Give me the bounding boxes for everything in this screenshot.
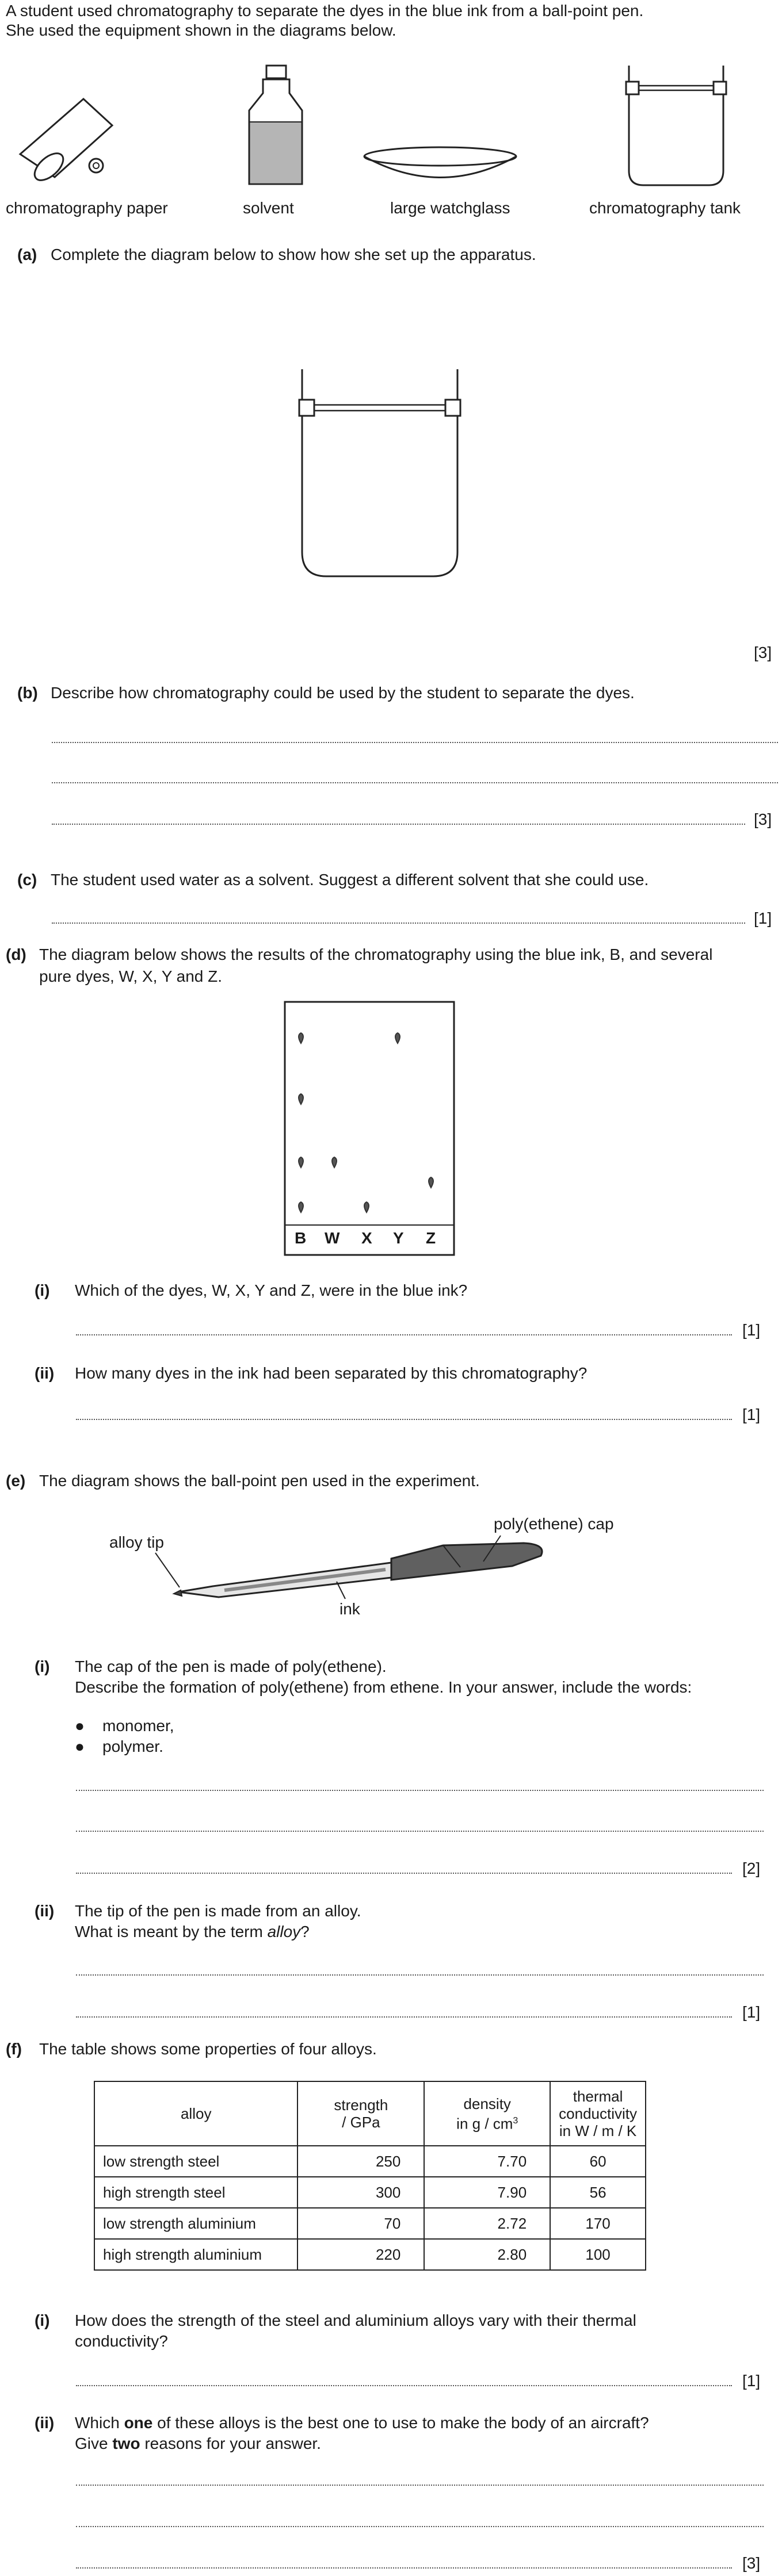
part-f-label: (f)	[6, 2040, 22, 2058]
part-b-label: (b)	[17, 684, 38, 702]
part-f-i-label: (i)	[35, 2311, 50, 2329]
pen-label-ink: ink	[339, 1600, 360, 1618]
cell-alloy: high strength steel	[94, 2177, 297, 2208]
table-header-row	[94, 2081, 646, 2146]
cell-density: 7.90	[424, 2177, 550, 2208]
part-e-ii-marks: [1]	[742, 2003, 761, 2021]
part-a-question: Complete the diagram below to show how she set up the apparatus.	[51, 246, 536, 263]
part-e-i-line-2: Describe the formation of poly(ethene) from ethene. In your answer, include the words:	[75, 1678, 692, 1696]
cell-conductivity: 60	[550, 2146, 646, 2177]
header-density: density in g / $cm^3$	[424, 2081, 550, 2146]
part-e-i-line-1: The cap of the pen is made of poly(ethene).	[75, 1658, 387, 1675]
part-a-label: (a)	[17, 246, 37, 263]
bullet-item: ● monomer,	[75, 1717, 174, 1735]
label-large-watchglass: large watchglass	[390, 199, 510, 217]
part-f-i-answer-line[interactable]	[76, 2385, 732, 2386]
part-a-marks: [3]	[754, 644, 772, 661]
part-f-question: The table shows some properties of four alloys.	[39, 2040, 377, 2058]
part-e-ii-line-2: What is meant by the term alloy?	[75, 1923, 310, 1940]
part-f-ii-label: (ii)	[35, 2414, 55, 2432]
cell-conductivity: 170	[550, 2208, 646, 2239]
intro-line-2: She used the equipment shown in the diagrams below.	[6, 21, 396, 39]
label-chromatography-tank: chromatography tank	[589, 199, 741, 217]
table-row	[94, 2208, 646, 2239]
cell-conductivity: 56	[550, 2177, 646, 2208]
part-c-label: (c)	[17, 871, 37, 889]
part-e-ii-answer-line-1[interactable]	[76, 1974, 764, 1976]
table-row	[94, 2177, 646, 2208]
lane-label-w: W	[325, 1229, 340, 1247]
part-b-question: Describe how chromatography could be used by the student to separate the dyes.	[51, 684, 635, 702]
label-chromatography-paper: chromatography paper	[6, 199, 168, 217]
cell-density: 7.70	[424, 2146, 550, 2177]
part-f-ii-answer-line-2[interactable]	[76, 2526, 764, 2527]
part-d-i-question: Which of the dyes, W, X, Y and Z, were in the blue ink?	[75, 1281, 468, 1299]
lane-label-z: Z	[426, 1229, 436, 1247]
bullet-item: ● polymer.	[75, 1737, 163, 1755]
header-alloy: alloy	[94, 2081, 297, 2146]
label-solvent: solvent	[243, 199, 294, 217]
part-c-marks: [1]	[754, 909, 772, 927]
intro-line-1: A student used chromatography to separate the dyes in the blue ink from a ball-point pen.	[6, 2, 644, 20]
part-f-i-marks: [1]	[742, 2372, 761, 2390]
cell-alloy: low strength aluminium	[94, 2208, 297, 2239]
part-d-i-marks: [1]	[742, 1321, 761, 1339]
part-e-i-answer-line-1[interactable]	[76, 1790, 764, 1791]
part-d-ii-label: (ii)	[35, 1364, 55, 1382]
table-row	[94, 2239, 646, 2270]
part-e-i-marks: [2]	[742, 1859, 761, 1877]
cell-strength: 220	[297, 2239, 424, 2270]
lane-label-y: Y	[393, 1229, 404, 1247]
alloy-properties-table	[94, 2081, 646, 2271]
part-f-i-line-2: conductivity?	[75, 2332, 168, 2350]
part-e-ii-label: (ii)	[35, 1902, 55, 1920]
part-f-ii-marks: [3]	[742, 2554, 761, 2572]
part-e-i-label: (i)	[35, 1658, 50, 1675]
part-f-ii-answer-line-1[interactable]	[76, 2485, 764, 2486]
cell-alloy: low strength steel	[94, 2146, 297, 2177]
part-f-ii-answer-line-3[interactable]	[76, 2567, 732, 2569]
table-row	[94, 2146, 646, 2177]
part-d-ii-question: How many dyes in the ink had been separated by this chromatography?	[75, 1364, 588, 1382]
part-d-text-line-2: pure dyes, W, X, Y and Z.	[39, 967, 223, 985]
header-strength: strength / GPa	[297, 2081, 424, 2146]
lane-label-b: B	[295, 1229, 307, 1247]
part-b-marks: [3]	[754, 810, 772, 828]
part-e-ii-line-1: The tip of the pen is made from an alloy.	[75, 1902, 361, 1920]
part-f-ii-line-2: Give two reasons for your answer.	[75, 2435, 321, 2452]
part-f-ii-line-1: Which one of these alloys is the best one to use to make the body of an aircraft?	[75, 2414, 649, 2432]
cell-alloy: high strength aluminium	[94, 2239, 297, 2270]
pen-label-alloy-tip: alloy tip	[109, 1533, 164, 1551]
header-thermal-conductivity: thermal conductivity in W / m / K	[550, 2081, 646, 2146]
part-d-ii-marks: [1]	[742, 1406, 761, 1423]
cell-density: 2.72	[424, 2208, 550, 2239]
part-d-label: (d)	[6, 946, 26, 963]
part-c-question: The student used water as a solvent. Suggest a different solvent that she could use.	[51, 871, 649, 889]
part-e-label: (e)	[6, 1472, 26, 1490]
lane-label-x: X	[361, 1229, 372, 1247]
part-e-i-answer-line-3[interactable]	[76, 1873, 732, 1874]
cell-density: 2.80	[424, 2239, 550, 2270]
pen-label-cap: poly(ethene) cap	[494, 1515, 614, 1533]
cell-strength: 250	[297, 2146, 424, 2177]
part-e-ii-answer-line-2[interactable]	[76, 2016, 732, 2018]
part-d-i-label: (i)	[35, 1281, 50, 1299]
part-e-i-answer-line-2[interactable]	[76, 1831, 764, 1832]
cell-strength: 300	[297, 2177, 424, 2208]
part-e-question: The diagram shows the ball-point pen used in the experiment.	[39, 1472, 480, 1490]
cell-conductivity: 100	[550, 2239, 646, 2270]
part-d-text-line-1: The diagram below shows the results of the chromatography using the blue ink, B, and several	[39, 946, 713, 963]
part-f-i-line-1: How does the strength of the steel and aluminium alloys vary with their thermal	[75, 2311, 636, 2329]
cell-strength: 70	[297, 2208, 424, 2239]
